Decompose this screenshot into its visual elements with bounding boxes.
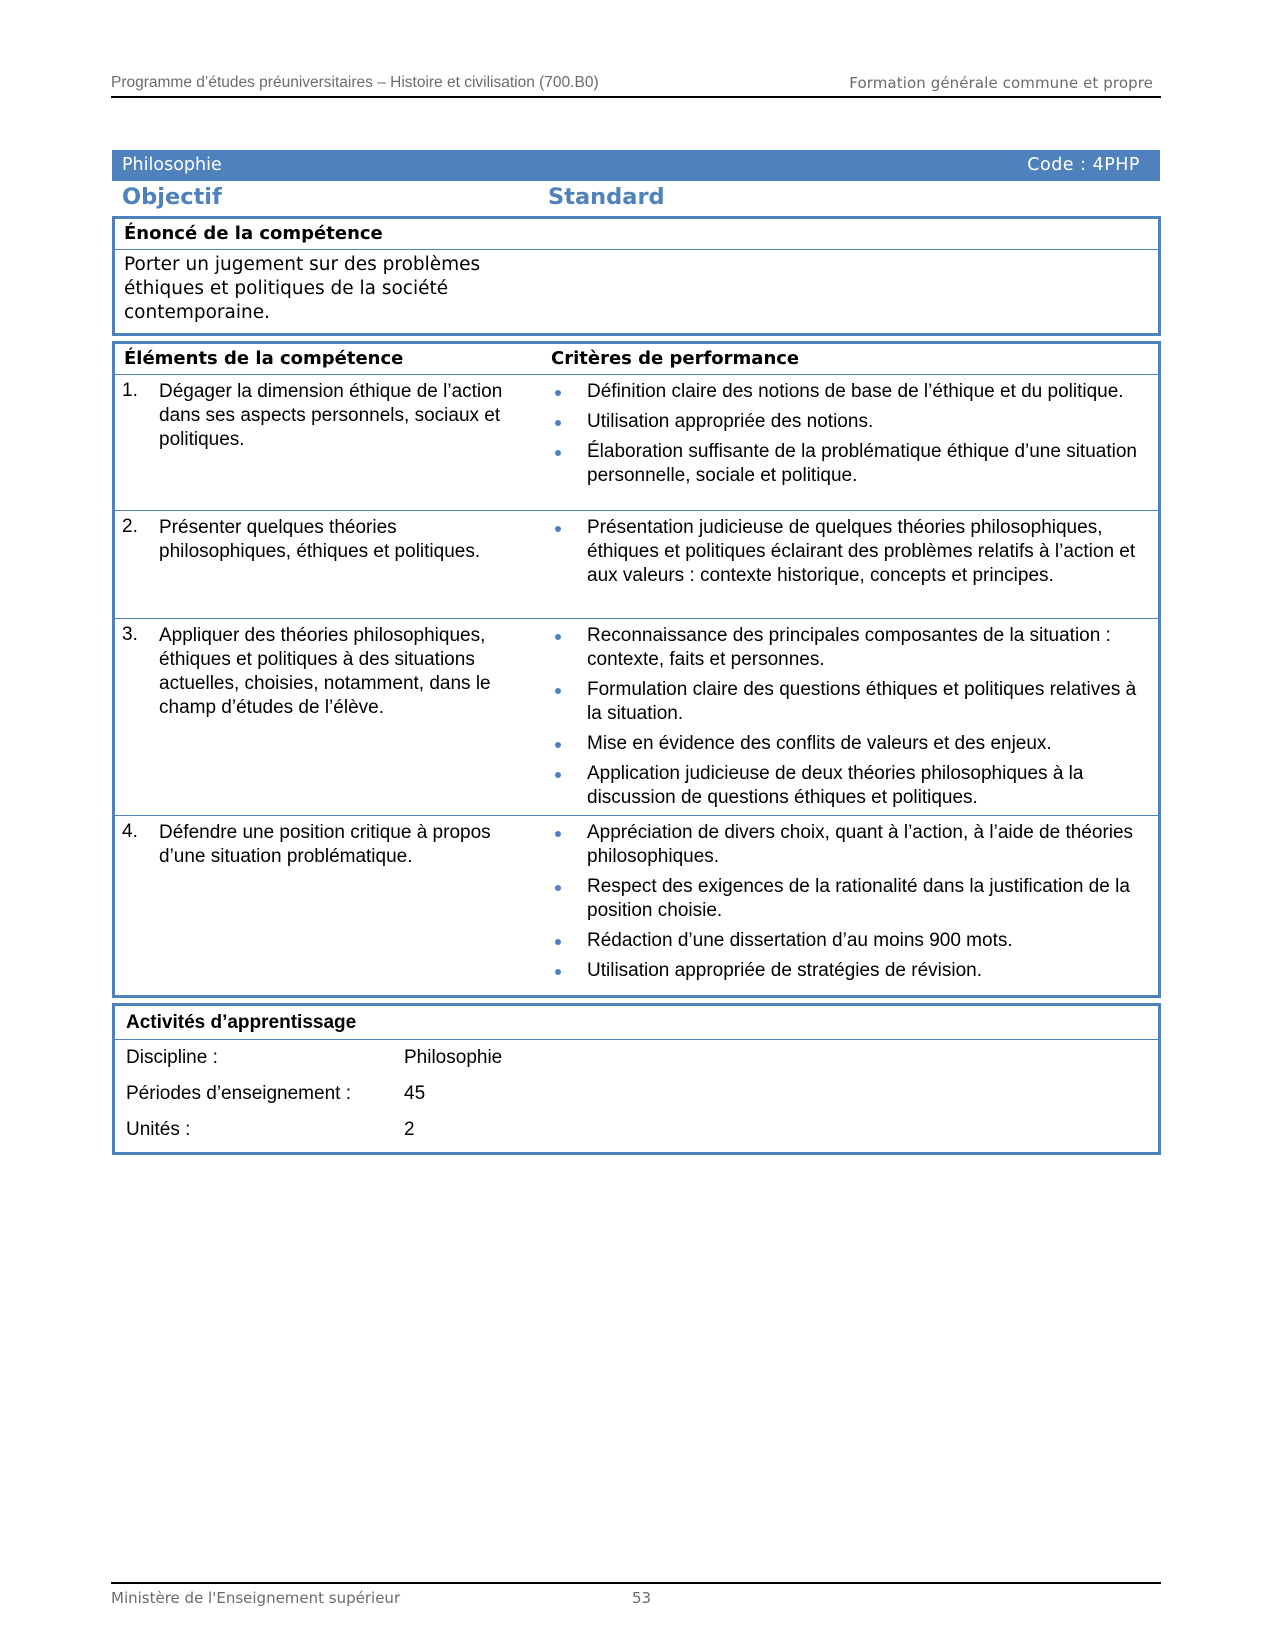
bullet-icon — [555, 420, 561, 426]
activites-box — [112, 1003, 1161, 1155]
enonce-box — [112, 216, 1161, 336]
activity-row-unites — [115, 1112, 1158, 1148]
activity-value: 2 — [404, 1119, 415, 1140]
objectif-heading: Objectif — [122, 184, 222, 210]
elements-table — [112, 341, 1161, 998]
bullet-icon — [555, 939, 561, 945]
bullet-icon — [555, 450, 561, 456]
activity-value: 45 — [404, 1083, 426, 1104]
list-item: Utilisation appropriée de stratégies de révision. — [551, 959, 1151, 983]
course-code: Code : 4PHP — [1027, 155, 1140, 175]
course-title-bar — [112, 150, 1160, 181]
list-item: Reconnaissance des principales composantes de la situation : contexte, faits et personnes. — [551, 624, 1151, 672]
element-text: Appliquer des théories philosophiques, éthiques et politiques à des situations actuelles, choisies, notamment, dans le champ d’études de l’élève. — [159, 625, 491, 718]
list-item: Respect des exigences de la rationalité dans la justification de la position choisie. — [551, 875, 1151, 923]
standard-heading: Standard — [548, 184, 665, 210]
activity-label: Périodes d’enseignement : — [126, 1083, 351, 1104]
bullet-icon — [555, 969, 561, 975]
criteria-list — [551, 375, 1151, 494]
elements-column-header: Éléments de la compétence — [124, 348, 404, 369]
criteria-list — [551, 816, 1151, 989]
bullet-icon — [555, 688, 561, 694]
activites-title: Activités d’apprentissage — [115, 1006, 1158, 1040]
table-row — [115, 816, 1158, 986]
list-item: Appréciation de divers choix, quant à l’action, à l’aide de théories philosophiques. — [551, 821, 1151, 869]
list-item: Mise en évidence des conflits de valeurs et des enjeux. — [551, 732, 1151, 756]
enonce-text: Porter un jugement sur des problèmes éthiques et politiques de la société contemporaine. — [124, 254, 481, 323]
elements-header-row — [115, 344, 1158, 375]
course-name: Philosophie — [122, 155, 222, 175]
activity-value: Philosophie — [404, 1047, 503, 1068]
element-text: Défendre une position critique à propos d’une situation problématique. — [159, 822, 491, 867]
page-footer — [111, 1582, 1161, 1607]
footer-ministry: Ministère de l'Enseignement supérieur — [111, 1589, 401, 1607]
list-item: Présentation judicieuse de quelques théories philosophiques, éthiques et politiques éclairant des problèmes relatifs à l’action et aux valeurs : contexte historique, concepts et principes. — [551, 516, 1151, 588]
list-item: Utilisation appropriée des notions. — [551, 410, 1151, 434]
element-number: 3. — [122, 624, 138, 645]
element-number: 1. — [122, 380, 138, 401]
enonce-title: Énoncé de la compétence — [115, 219, 1158, 250]
list-item: Formulation claire des questions éthiques et politiques relatives à la situation. — [551, 678, 1151, 726]
list-item: Définition claire des notions de base de l’éthique et du politique. — [551, 380, 1151, 404]
list-item: Application judicieuse de deux théories philosophiques à la discussion de questions éthiques et politiques. — [551, 762, 1151, 810]
bullet-icon — [555, 772, 561, 778]
element-text: Présenter quelques théories philosophiques, éthiques et politiques. — [159, 517, 481, 562]
header-section-title: Formation générale commune et propre — [849, 74, 1153, 92]
activity-row-discipline — [115, 1040, 1158, 1076]
bullet-icon — [555, 885, 561, 891]
header-program-title: Programme d’études préuniversitaires – Histoire et civilisation (700.B0) — [111, 74, 599, 91]
bullet-icon — [555, 634, 561, 640]
page-header — [111, 72, 1161, 98]
bullet-icon — [555, 526, 561, 532]
table-row — [115, 375, 1158, 511]
element-number: 2. — [122, 516, 138, 537]
activity-label: Unités : — [126, 1119, 191, 1140]
element-number: 4. — [122, 821, 138, 842]
list-item: Rédaction d’une dissertation d’au moins 900 mots. — [551, 929, 1151, 953]
criteria-column-header: Critères de performance — [551, 348, 800, 369]
bullet-icon — [555, 742, 561, 748]
table-row — [115, 619, 1158, 816]
bullet-icon — [555, 390, 561, 396]
criteria-list — [551, 511, 1151, 594]
activity-row-periodes — [115, 1076, 1158, 1112]
column-headings — [112, 184, 1160, 216]
list-item: Élaboration suffisante de la problématique éthique d’une situation personnelle, sociale et politique. — [551, 440, 1151, 488]
criteria-list — [551, 619, 1151, 816]
table-row — [115, 511, 1158, 619]
page-number: 53 — [632, 1589, 652, 1607]
activity-label: Discipline : — [126, 1047, 218, 1068]
element-text: Dégager la dimension éthique de l’action dans ses aspects personnels, sociaux et politiques. — [159, 381, 503, 450]
bullet-icon — [555, 831, 561, 837]
